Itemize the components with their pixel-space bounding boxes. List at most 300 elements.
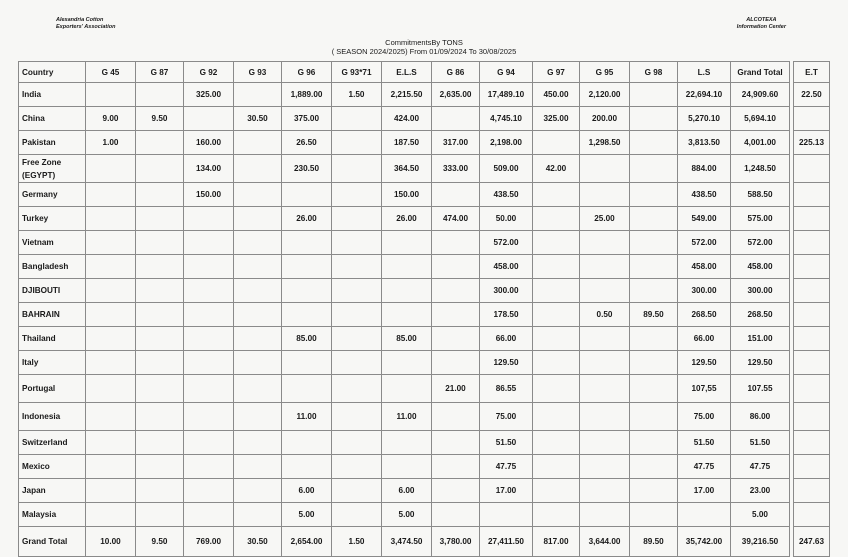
value-cell: 51.50 bbox=[678, 431, 731, 455]
value-cell bbox=[580, 255, 630, 279]
value-cell bbox=[282, 431, 332, 455]
total-cell: 27,411.50 bbox=[480, 527, 533, 557]
total-cell: 39,216.50 bbox=[731, 527, 790, 557]
value-cell: 17,489.10 bbox=[480, 83, 533, 107]
value-cell: 160.00 bbox=[184, 131, 234, 155]
value-cell: 230.50 bbox=[282, 155, 332, 183]
value-cell bbox=[432, 279, 480, 303]
value-cell bbox=[136, 375, 184, 403]
value-cell: 2,120.00 bbox=[580, 83, 630, 107]
country-cell: Thailand bbox=[19, 327, 86, 351]
column-header: E.L.S bbox=[382, 62, 432, 83]
commitments-table bbox=[18, 61, 790, 557]
value-cell bbox=[533, 431, 580, 455]
value-cell: 572.00 bbox=[480, 231, 533, 255]
value-cell bbox=[86, 279, 136, 303]
value-cell bbox=[382, 231, 432, 255]
value-cell: 187.50 bbox=[382, 131, 432, 155]
value-cell bbox=[234, 403, 282, 431]
value-cell bbox=[234, 231, 282, 255]
table-row bbox=[19, 455, 790, 479]
value-cell: 1.50 bbox=[332, 83, 382, 107]
value-cell bbox=[86, 155, 136, 183]
value-cell: 22,694.10 bbox=[678, 83, 731, 107]
value-cell bbox=[630, 83, 678, 107]
value-cell bbox=[234, 303, 282, 327]
value-cell: 66.00 bbox=[678, 327, 731, 351]
value-cell: 5.00 bbox=[731, 503, 790, 527]
country-cell: Germany bbox=[19, 183, 86, 207]
value-cell bbox=[184, 403, 234, 431]
total-cell: 3,644.00 bbox=[580, 527, 630, 557]
et-cell: 22.50 bbox=[794, 83, 830, 107]
value-cell: 0.50 bbox=[580, 303, 630, 327]
country-cell: China bbox=[19, 107, 86, 131]
value-cell bbox=[630, 207, 678, 231]
value-cell bbox=[432, 327, 480, 351]
value-cell: 51.50 bbox=[480, 431, 533, 455]
value-cell bbox=[86, 503, 136, 527]
et-cell bbox=[794, 503, 830, 527]
value-cell: 474.00 bbox=[432, 207, 480, 231]
value-cell bbox=[382, 303, 432, 327]
et-cell bbox=[794, 303, 830, 327]
column-header: G 92 bbox=[184, 62, 234, 83]
value-cell bbox=[630, 183, 678, 207]
value-cell bbox=[533, 131, 580, 155]
value-cell bbox=[630, 375, 678, 403]
value-cell bbox=[332, 327, 382, 351]
country-cell: DJIBOUTI bbox=[19, 279, 86, 303]
value-cell bbox=[332, 279, 382, 303]
value-cell: 4,745.10 bbox=[480, 107, 533, 131]
value-cell bbox=[630, 131, 678, 155]
total-cell: 817.00 bbox=[533, 527, 580, 557]
et-cell bbox=[794, 403, 830, 431]
org-header-left bbox=[56, 17, 115, 31]
country-cell: Indonesia bbox=[19, 403, 86, 431]
value-cell bbox=[580, 375, 630, 403]
value-cell: 300.00 bbox=[480, 279, 533, 303]
value-cell: 50.00 bbox=[480, 207, 533, 231]
et-cell: 225.13 bbox=[794, 131, 830, 155]
value-cell: 75.00 bbox=[678, 403, 731, 431]
value-cell bbox=[136, 431, 184, 455]
total-label: Grand Total bbox=[19, 527, 86, 557]
value-cell bbox=[432, 231, 480, 255]
value-cell bbox=[136, 303, 184, 327]
value-cell bbox=[533, 503, 580, 527]
value-cell: 268.50 bbox=[731, 303, 790, 327]
et-cell bbox=[794, 351, 830, 375]
column-header-country: Country bbox=[19, 62, 86, 83]
value-cell: 134.00 bbox=[184, 155, 234, 183]
value-cell: 5.00 bbox=[282, 503, 332, 527]
value-cell bbox=[282, 279, 332, 303]
season-line: ( SEASON 2024/2025) From 01/09/2024 To 30/08/2025 bbox=[331, 47, 517, 56]
value-cell: 75.00 bbox=[480, 403, 533, 431]
value-cell: 424.00 bbox=[382, 107, 432, 131]
value-cell bbox=[432, 183, 480, 207]
total-cell: 3,780.00 bbox=[432, 527, 480, 557]
value-cell bbox=[184, 279, 234, 303]
total-cell: 10.00 bbox=[86, 527, 136, 557]
et-cell bbox=[794, 231, 830, 255]
value-cell bbox=[432, 403, 480, 431]
value-cell bbox=[86, 351, 136, 375]
value-cell bbox=[382, 279, 432, 303]
value-cell: 458.00 bbox=[731, 255, 790, 279]
country-cell: Mexico bbox=[19, 455, 86, 479]
value-cell bbox=[234, 279, 282, 303]
et-cell bbox=[794, 455, 830, 479]
value-cell: 30.50 bbox=[234, 107, 282, 131]
value-cell: 17.00 bbox=[480, 479, 533, 503]
value-cell: 458.00 bbox=[480, 255, 533, 279]
table-row bbox=[19, 403, 790, 431]
value-cell: 325.00 bbox=[533, 107, 580, 131]
value-cell bbox=[432, 455, 480, 479]
table-row bbox=[19, 503, 790, 527]
country-cell: Italy bbox=[19, 351, 86, 375]
value-cell: 1,298.50 bbox=[580, 131, 630, 155]
value-cell bbox=[678, 503, 731, 527]
value-cell bbox=[234, 83, 282, 107]
value-cell bbox=[136, 255, 184, 279]
value-cell bbox=[234, 455, 282, 479]
value-cell: 884.00 bbox=[678, 155, 731, 183]
value-cell bbox=[332, 351, 382, 375]
value-cell bbox=[184, 479, 234, 503]
total-cell: 30.50 bbox=[234, 527, 282, 557]
value-cell: 51.50 bbox=[731, 431, 790, 455]
value-cell bbox=[580, 403, 630, 431]
value-cell bbox=[184, 327, 234, 351]
value-cell bbox=[580, 155, 630, 183]
value-cell bbox=[136, 183, 184, 207]
table-row bbox=[19, 351, 790, 375]
value-cell bbox=[332, 155, 382, 183]
et-cell bbox=[794, 107, 830, 131]
value-cell: 47.75 bbox=[678, 455, 731, 479]
value-cell bbox=[86, 183, 136, 207]
value-cell bbox=[332, 479, 382, 503]
value-cell bbox=[86, 231, 136, 255]
value-cell bbox=[630, 431, 678, 455]
country-cell: Free Zone (EGYPT) bbox=[19, 155, 86, 183]
total-cell: 2,654.00 bbox=[282, 527, 332, 557]
value-cell bbox=[630, 479, 678, 503]
value-cell: 17.00 bbox=[678, 479, 731, 503]
value-cell bbox=[234, 207, 282, 231]
value-cell: 6.00 bbox=[382, 479, 432, 503]
value-cell: 86.55 bbox=[480, 375, 533, 403]
value-cell bbox=[86, 455, 136, 479]
value-cell: 150.00 bbox=[382, 183, 432, 207]
country-cell: Bangladesh bbox=[19, 255, 86, 279]
value-cell: 47.75 bbox=[480, 455, 533, 479]
value-cell bbox=[432, 351, 480, 375]
value-cell: 6.00 bbox=[282, 479, 332, 503]
value-cell bbox=[136, 131, 184, 155]
value-cell: 1,248.50 bbox=[731, 155, 790, 183]
value-cell bbox=[86, 207, 136, 231]
org-header-right bbox=[737, 17, 786, 31]
table-row bbox=[19, 279, 790, 303]
value-cell: 3,813.50 bbox=[678, 131, 731, 155]
value-cell bbox=[580, 351, 630, 375]
value-cell: 438.50 bbox=[480, 183, 533, 207]
value-cell bbox=[580, 455, 630, 479]
value-cell bbox=[136, 155, 184, 183]
value-cell: 300.00 bbox=[678, 279, 731, 303]
et-total-cell: 247.63 bbox=[794, 527, 830, 557]
et-cell bbox=[794, 183, 830, 207]
value-cell bbox=[234, 503, 282, 527]
value-cell bbox=[580, 479, 630, 503]
value-cell bbox=[533, 479, 580, 503]
value-cell: 178.50 bbox=[480, 303, 533, 327]
value-cell bbox=[332, 503, 382, 527]
value-cell bbox=[234, 351, 282, 375]
value-cell: 588.50 bbox=[731, 183, 790, 207]
total-cell: 35,742.00 bbox=[678, 527, 731, 557]
table-row bbox=[19, 231, 790, 255]
value-cell: 85.00 bbox=[282, 327, 332, 351]
et-cell bbox=[794, 279, 830, 303]
value-cell bbox=[136, 327, 184, 351]
column-header: G 96 bbox=[282, 62, 332, 83]
table-row bbox=[19, 303, 790, 327]
value-cell: 86.00 bbox=[731, 403, 790, 431]
value-cell: 129.50 bbox=[480, 351, 533, 375]
value-cell bbox=[282, 231, 332, 255]
value-cell bbox=[382, 351, 432, 375]
value-cell: 42.00 bbox=[533, 155, 580, 183]
value-cell: 9.00 bbox=[86, 107, 136, 131]
table-header-row bbox=[19, 62, 790, 83]
et-cell bbox=[794, 327, 830, 351]
value-cell: 150.00 bbox=[184, 183, 234, 207]
table-row bbox=[19, 255, 790, 279]
table-row bbox=[19, 107, 790, 131]
value-cell: 458.00 bbox=[678, 255, 731, 279]
et-cell bbox=[794, 155, 830, 183]
value-cell bbox=[382, 431, 432, 455]
value-cell bbox=[234, 155, 282, 183]
value-cell bbox=[630, 255, 678, 279]
value-cell bbox=[332, 303, 382, 327]
title-line: CommitmentsBy TONS bbox=[385, 38, 463, 47]
value-cell: 438.50 bbox=[678, 183, 731, 207]
value-cell bbox=[234, 183, 282, 207]
table-row bbox=[19, 183, 790, 207]
column-header: G 95 bbox=[580, 62, 630, 83]
table-row bbox=[19, 431, 790, 455]
value-cell bbox=[332, 131, 382, 155]
value-cell bbox=[382, 455, 432, 479]
value-cell bbox=[184, 303, 234, 327]
value-cell bbox=[580, 279, 630, 303]
value-cell: 200.00 bbox=[580, 107, 630, 131]
value-cell bbox=[630, 327, 678, 351]
country-cell: Switzerland bbox=[19, 431, 86, 455]
value-cell: 572.00 bbox=[731, 231, 790, 255]
value-cell: 107,55 bbox=[678, 375, 731, 403]
value-cell: 129.50 bbox=[731, 351, 790, 375]
value-cell bbox=[136, 503, 184, 527]
value-cell: 26.00 bbox=[382, 207, 432, 231]
value-cell bbox=[332, 255, 382, 279]
value-cell bbox=[432, 503, 480, 527]
value-cell bbox=[630, 107, 678, 131]
value-cell bbox=[136, 455, 184, 479]
value-cell: 151.00 bbox=[731, 327, 790, 351]
country-cell: Vietnam bbox=[19, 231, 86, 255]
table-row bbox=[19, 327, 790, 351]
value-cell bbox=[533, 327, 580, 351]
value-cell: 268.50 bbox=[678, 303, 731, 327]
et-cell bbox=[794, 431, 830, 455]
table-row bbox=[19, 131, 790, 155]
value-cell bbox=[184, 351, 234, 375]
value-cell bbox=[480, 503, 533, 527]
brand-name: ALCOTEXA bbox=[746, 17, 777, 23]
value-cell: 89.50 bbox=[630, 303, 678, 327]
et-cell bbox=[794, 479, 830, 503]
value-cell bbox=[184, 107, 234, 131]
value-cell bbox=[630, 403, 678, 431]
value-cell bbox=[630, 351, 678, 375]
value-cell bbox=[432, 431, 480, 455]
value-cell bbox=[136, 207, 184, 231]
value-cell bbox=[332, 231, 382, 255]
value-cell bbox=[332, 431, 382, 455]
column-header: G 86 bbox=[432, 62, 480, 83]
et-cell bbox=[794, 255, 830, 279]
total-cell: 769.00 bbox=[184, 527, 234, 557]
value-cell bbox=[432, 107, 480, 131]
value-cell bbox=[533, 279, 580, 303]
column-header: G 93 bbox=[234, 62, 282, 83]
total-cell: 1.50 bbox=[332, 527, 382, 557]
value-cell: 2,198.00 bbox=[480, 131, 533, 155]
value-cell: 107.55 bbox=[731, 375, 790, 403]
et-header: E.T bbox=[794, 62, 830, 83]
value-cell: 24,909.60 bbox=[731, 83, 790, 107]
country-cell: Japan bbox=[19, 479, 86, 503]
value-cell bbox=[432, 255, 480, 279]
et-cell bbox=[794, 375, 830, 403]
value-cell bbox=[533, 255, 580, 279]
column-header: G 94 bbox=[480, 62, 533, 83]
value-cell: 11.00 bbox=[382, 403, 432, 431]
value-cell: 509.00 bbox=[480, 155, 533, 183]
value-cell bbox=[630, 279, 678, 303]
value-cell bbox=[533, 375, 580, 403]
country-cell: Malaysia bbox=[19, 503, 86, 527]
value-cell bbox=[234, 327, 282, 351]
value-cell bbox=[533, 403, 580, 431]
et-table bbox=[793, 61, 830, 557]
value-cell bbox=[630, 503, 678, 527]
value-cell: 9.50 bbox=[136, 107, 184, 131]
value-cell bbox=[382, 255, 432, 279]
value-cell bbox=[332, 403, 382, 431]
value-cell: 26.00 bbox=[282, 207, 332, 231]
value-cell bbox=[86, 303, 136, 327]
value-cell bbox=[533, 183, 580, 207]
value-cell: 333.00 bbox=[432, 155, 480, 183]
value-cell bbox=[184, 503, 234, 527]
value-cell bbox=[136, 403, 184, 431]
country-cell: Pakistan bbox=[19, 131, 86, 155]
value-cell: 572.00 bbox=[678, 231, 731, 255]
document-title bbox=[0, 38, 848, 56]
column-header: G 87 bbox=[136, 62, 184, 83]
value-cell bbox=[184, 455, 234, 479]
value-cell bbox=[580, 183, 630, 207]
value-cell: 21.00 bbox=[432, 375, 480, 403]
value-cell bbox=[533, 455, 580, 479]
value-cell bbox=[533, 207, 580, 231]
value-cell bbox=[136, 231, 184, 255]
column-header: L.S bbox=[678, 62, 731, 83]
column-header: G 97 bbox=[533, 62, 580, 83]
value-cell bbox=[282, 351, 332, 375]
value-cell bbox=[332, 375, 382, 403]
value-cell bbox=[282, 455, 332, 479]
value-cell bbox=[234, 479, 282, 503]
value-cell bbox=[86, 479, 136, 503]
value-cell bbox=[86, 375, 136, 403]
value-cell: 4,001.00 bbox=[731, 131, 790, 155]
value-cell bbox=[630, 231, 678, 255]
value-cell bbox=[184, 231, 234, 255]
table-row bbox=[19, 207, 790, 231]
value-cell: 300.00 bbox=[731, 279, 790, 303]
value-cell bbox=[332, 207, 382, 231]
table-row bbox=[19, 155, 790, 183]
country-cell: BAHRAIN bbox=[19, 303, 86, 327]
value-cell bbox=[580, 503, 630, 527]
value-cell: 2,215.50 bbox=[382, 83, 432, 107]
value-cell bbox=[533, 231, 580, 255]
value-cell bbox=[234, 375, 282, 403]
value-cell bbox=[382, 375, 432, 403]
value-cell: 85.00 bbox=[382, 327, 432, 351]
value-cell bbox=[86, 327, 136, 351]
value-cell bbox=[184, 431, 234, 455]
value-cell bbox=[136, 83, 184, 107]
value-cell bbox=[630, 455, 678, 479]
column-header: G 93*71 bbox=[332, 62, 382, 83]
total-cell: 89.50 bbox=[630, 527, 678, 557]
column-header: G 45 bbox=[86, 62, 136, 83]
value-cell: 317.00 bbox=[432, 131, 480, 155]
value-cell: 26.50 bbox=[282, 131, 332, 155]
value-cell bbox=[332, 455, 382, 479]
value-cell bbox=[86, 403, 136, 431]
value-cell bbox=[234, 255, 282, 279]
value-cell bbox=[86, 431, 136, 455]
value-cell: 575.00 bbox=[731, 207, 790, 231]
table-row bbox=[19, 83, 790, 107]
org-subtitle: Exporters' Association bbox=[56, 24, 116, 30]
brand-subtitle: Information Center bbox=[736, 24, 786, 30]
value-cell: 5.00 bbox=[382, 503, 432, 527]
value-cell bbox=[533, 303, 580, 327]
